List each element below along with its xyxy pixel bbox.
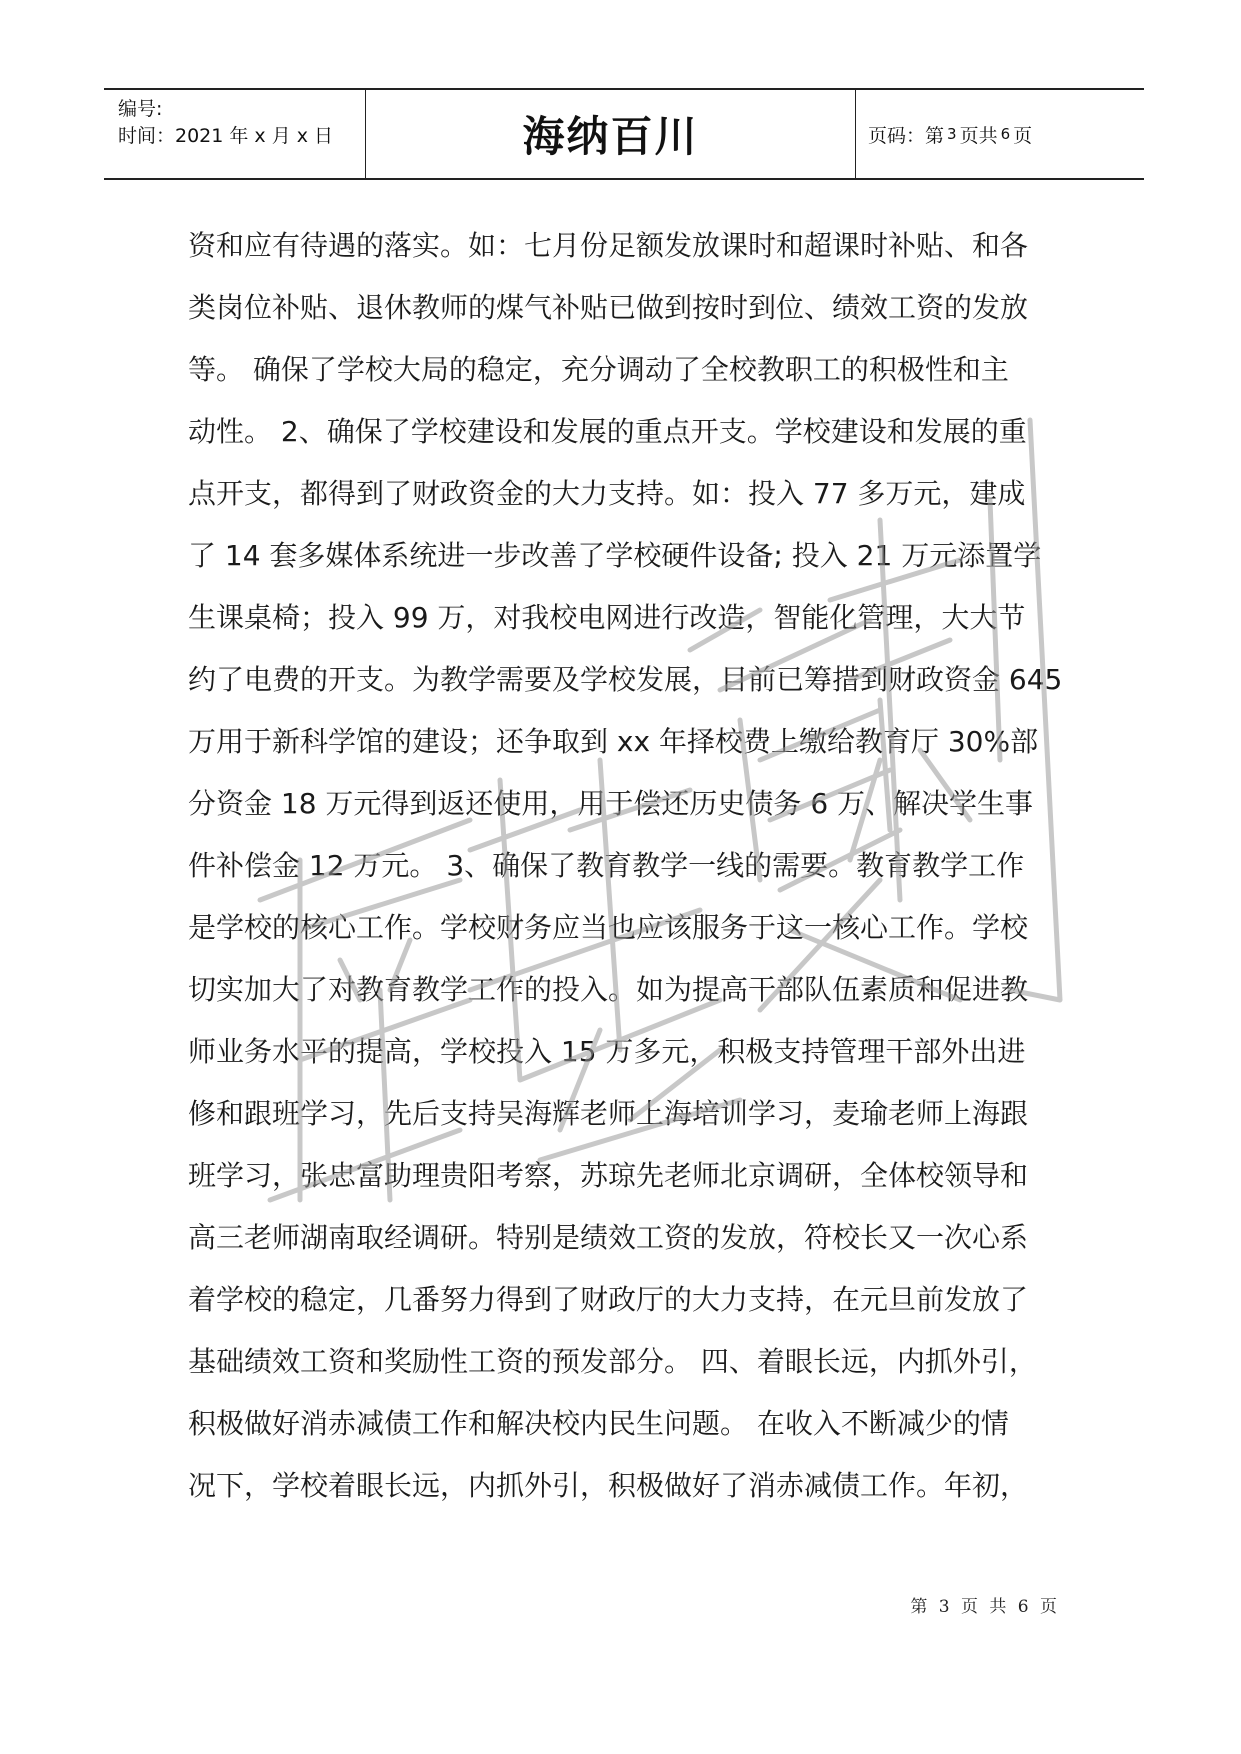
page-prefix: 页码：第 — [868, 124, 945, 147]
body-line: 类岗位补贴、退休教师的煤气补贴已做到按时到位、绩效工资的发放 — [188, 291, 1029, 324]
body-line: 师业务水平的提高，学校投入 15 万多元，积极支持管理干部外出进 — [188, 1035, 1026, 1068]
body-line: 修和跟班学习，先后支持吴海辉老师上海培训学习，麦瑜老师上海跟 — [188, 1097, 1029, 1130]
body-line: 基础绩效工资和奖励性工资的预发部分。 四、着眼长远，内抓外引， — [188, 1345, 1037, 1378]
header-page-cell — [856, 90, 1144, 178]
body-line: 是学校的核心工作。学校财务应当也应该服务于这一核心工作。学校 — [188, 911, 1029, 944]
body-line: 万用于新科学馆的建设；还争取到 xx 年择校费上缴给教育厅 30%部 — [188, 725, 1039, 758]
body-paragraph — [188, 215, 1063, 1517]
page-mid: 页共 — [959, 124, 998, 147]
doc-time-label: 时间：2021 年 x 月 x 日 — [118, 125, 334, 147]
body-line: 了 14 套多媒体系统进一步改善了学校硬件设备; 投入 21 万元添置学 — [188, 539, 1042, 572]
body-line: 点开支，都得到了财政资金的大力支持。如：投入 77 多万元，建成 — [188, 477, 1026, 510]
doc-number-label: 编号: — [118, 98, 163, 120]
document-header — [104, 88, 1144, 180]
body-line: 况下，学校着眼长远，内抓外引，积极做好了消赤减债工作。年初， — [188, 1469, 1029, 1502]
body-line: 着学校的稳定，几番努力得到了财政厅的大力支持，在元旦前发放了 — [188, 1283, 1029, 1316]
body-line: 等。 确保了学校大局的稳定，充分调动了全校教职工的积极性和主 — [188, 353, 1009, 386]
body-line: 班学习，张忠富助理贵阳考察，苏琼先老师北京调研，全体校领导和 — [188, 1159, 1029, 1192]
body-line: 生课桌椅；投入 99 万，对我校电网进行改造，智能化管理，大大节 — [188, 601, 1026, 634]
page-total: 6 — [1000, 125, 1011, 143]
body-line: 件补偿金 12 万元。 3、确保了教育教学一线的需要。教育教学工作 — [188, 849, 1025, 882]
body-line: 高三老师湖南取经调研。特别是绩效工资的发放，符校长又一次心系 — [188, 1221, 1029, 1254]
page-suffix: 页 — [1013, 124, 1033, 147]
body-line: 动性。 2、确保了学校建设和发展的重点开支。学校建设和发展的重 — [188, 415, 1027, 448]
header-info-cell — [104, 90, 366, 178]
body-line: 资和应有待遇的落实。如：七月份足额发放课时和超课时补贴、和各 — [188, 229, 1029, 262]
header-brand-cell — [366, 90, 856, 178]
body-line: 分资金 18 万元得到返还使用，用于偿还历史债务 6 万、解决学生事 — [188, 787, 1034, 820]
page-footer: 第 3 页 共 6 页 — [910, 1597, 1060, 1617]
page-current: 3 — [947, 125, 957, 143]
body-line: 约了电费的开支。为教学需要及学校发展，目前已筹措到财政资金 645 — [188, 663, 1063, 696]
brand-title: 海纳百川 — [522, 112, 699, 161]
body-line: 积极做好消赤减债工作和解决校内民生问题。 在收入不断减少的情 — [188, 1407, 1009, 1440]
body-line: 切实加大了对教育教学工作的投入。如为提高干部队伍素质和促进教 — [188, 973, 1029, 1006]
